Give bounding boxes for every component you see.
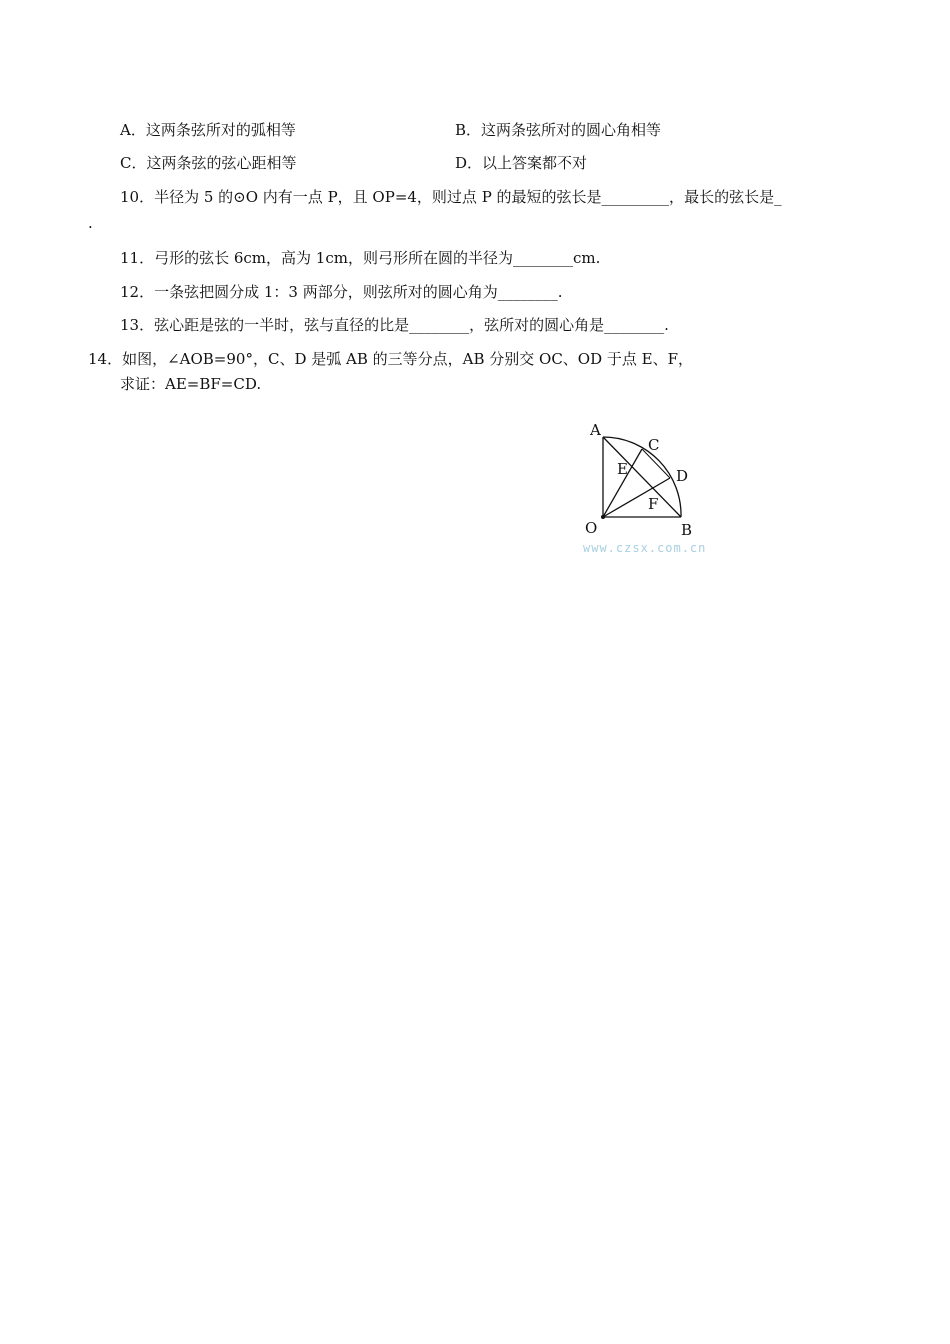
question-12: 12．一条弦把圆分成 1：3 两部分，则弦所对的圆心角为________. [120,283,563,301]
label-c: C [648,436,660,454]
label-b: B [681,521,693,539]
label-a: A [590,421,601,439]
question-10-line-1: 10．半径为 5 的⊙O 内有一点 P，且 OP=4，则过点 P 的最短的弦长是_________，最长的弦长是_ [120,188,782,206]
option-b: B．这两条弦所对的圆心角相等 [455,121,662,139]
label-o: O [585,519,598,537]
segment-od [603,478,670,517]
option-a: A．这两条弦所对的弧相等 [120,121,296,139]
question-10-line-2: . [88,214,93,232]
label-f: F [648,495,659,513]
question-13: 13．弦心距是弦的一半时，弦与直径的比是________，弦所对的圆心角是________. [120,316,669,334]
watermark-text: www.czsx.com.cn [583,541,707,555]
point-o [601,515,605,519]
option-d: D．以上答案都不对 [455,154,588,172]
question-14-line-1: 14．如图，∠AOB=90°，C、D 是弧 AB 的三等分点，AB 分别交 OC、OD 于点 E、F， [88,350,694,368]
option-c: C．这两条弦的弦心距相等 [120,154,297,172]
question-14-line-2: 求证：AE=BF=CD. [120,375,262,393]
label-e: E [617,460,628,478]
label-d: D [676,467,689,485]
question-11: 11．弓形的弦长 6cm，高为 1cm，则弓形所在圆的半径为________cm. [120,249,601,267]
